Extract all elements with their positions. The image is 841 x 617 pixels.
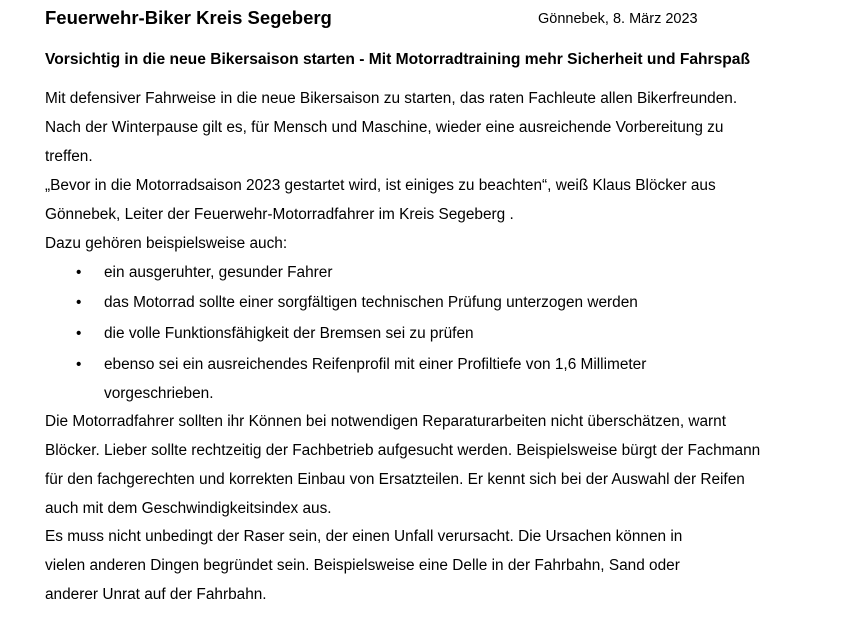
place-date: Gönnebek, 8. März 2023	[538, 11, 698, 27]
paragraph-line: Blöcker. Lieber sollte rechtzeitig der Fachbetrieb aufgesucht werden. Beispielsweise bürgt der Fachmann	[45, 442, 761, 459]
bullet-marker: •	[76, 325, 82, 342]
paragraph-line: treffen.	[45, 148, 93, 165]
paragraph-line: Die Motorradfahrer sollten ihr Können bei notwendigen Reparaturarbeiten nicht überschätzen, warnt	[45, 413, 727, 430]
list-item: ebenso sei ein ausreichendes Reifenprofil mit einer Profiltiefe von 1,6 Millimeter	[104, 356, 647, 373]
paragraph-line: auch mit dem Geschwindigkeitsindex aus.	[45, 500, 332, 517]
list-intro: Dazu gehören beispielsweise auch:	[45, 235, 288, 252]
bullet-marker: •	[76, 294, 82, 311]
bullet-marker: •	[76, 356, 82, 373]
list-item: ein ausgeruhter, gesunder Fahrer	[104, 264, 333, 281]
paragraph-line: Es muss nicht unbedingt der Raser sein, der einen Unfall verursacht. Die Ursachen können in	[45, 528, 683, 545]
bullet-marker: •	[76, 264, 82, 281]
list-item: das Motorrad sollte einer sorgfältigen technischen Prüfung unterzogen werden	[104, 294, 638, 311]
organization-title: Feuerwehr-Biker Kreis Segeberg	[45, 7, 332, 28]
paragraph-line: für den fachgerechten und korrekten Einbau von Ersatzteilen. Er kennt sich bei der Auswahl der Reifen	[45, 471, 745, 488]
list-item: die volle Funktionsfähigkeit der Bremsen sei zu prüfen	[104, 325, 474, 342]
paragraph-line: Mit defensiver Fahrweise in die neue Bikersaison zu starten, das raten Fachleute allen Bikerfreunden.	[45, 90, 738, 107]
paragraph-line: vielen anderen Dingen begründet sein. Beispielsweise eine Delle in der Fahrbahn, Sand oder	[45, 557, 680, 574]
paragraph-line: „Bevor in die Motorradsaison 2023 gestartet wird, ist einiges zu beachten“, weiß Klaus Blöcker aus	[45, 177, 716, 194]
paragraph-line: Nach der Winterpause gilt es, für Mensch und Maschine, wieder eine ausreichende Vorbereitung zu	[45, 119, 724, 136]
list-item-continuation: vorgeschrieben.	[104, 385, 214, 402]
paragraph-line: Gönnebek, Leiter der Feuerwehr-Motorradfahrer im Kreis Segeberg .	[45, 206, 514, 223]
headline: Vorsichtig in die neue Bikersaison starten - Mit Motorradtraining mehr Sicherheit und Fahrspaß	[45, 51, 751, 68]
paragraph-line: anderer Unrat auf der Fahrbahn.	[45, 586, 267, 603]
